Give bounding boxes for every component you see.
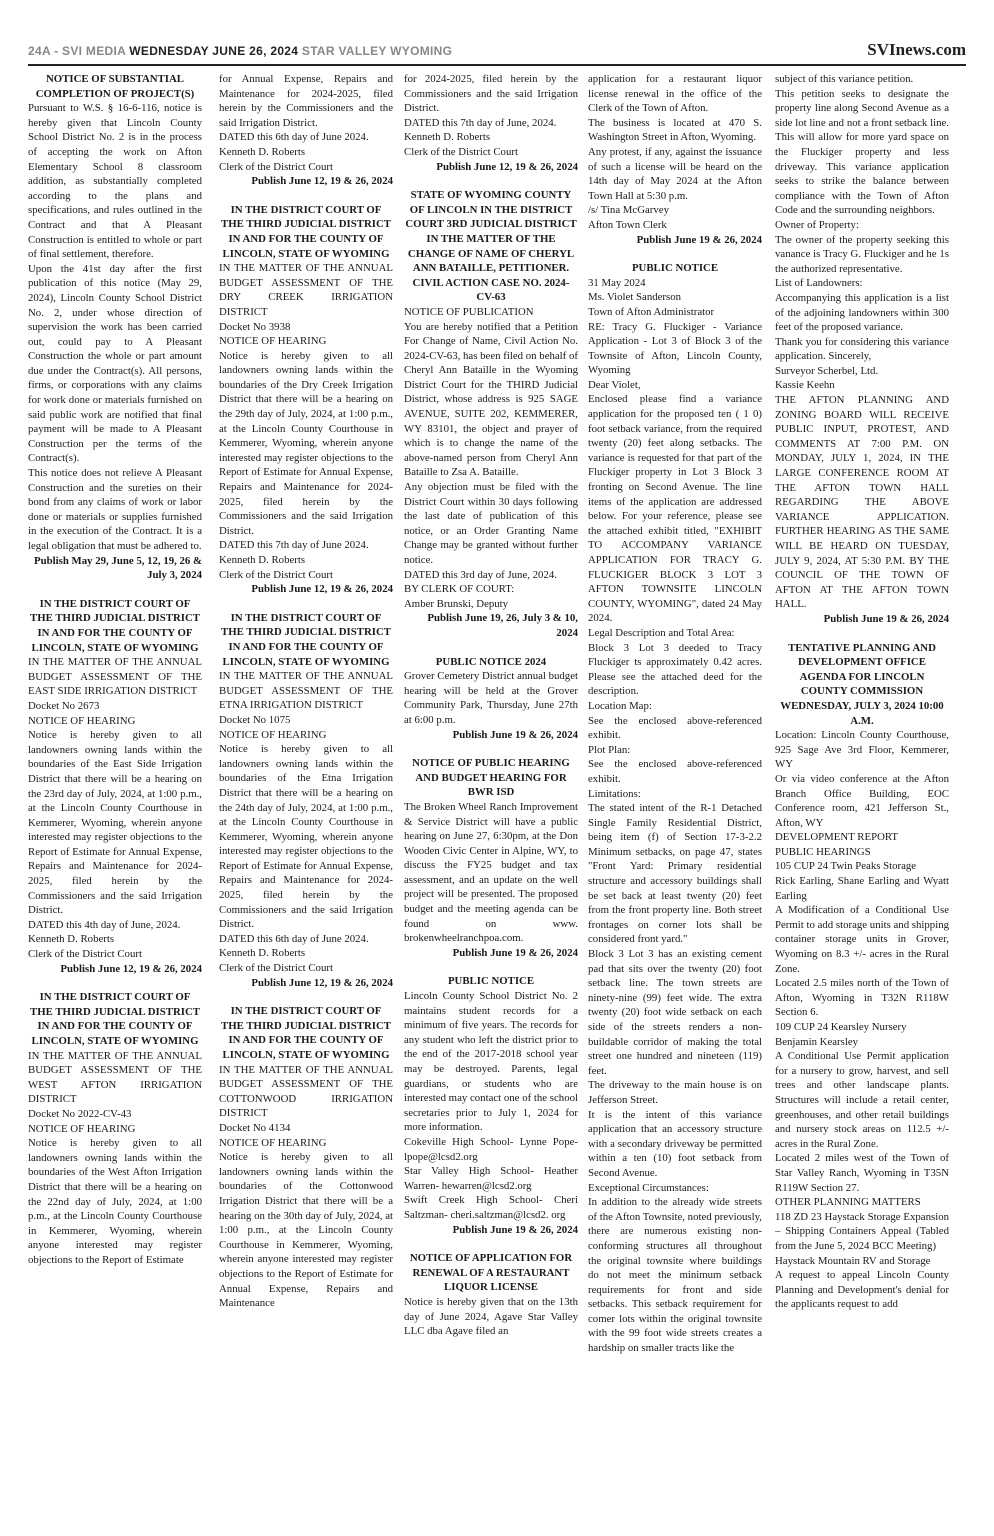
notice-paragraph: The business is located at 470 S. Washington Street in Afton, Wyoming. [588, 116, 762, 144]
notice-separator [404, 641, 578, 655]
notice-paragraph: It is the intent of this variance application that an accessory structure with a secondary driveway be permitted within a ten (10) foot setback from Second Avenue. [588, 1108, 762, 1179]
notice-paragraph: Location: Lincoln County Courthouse, 925 Sage Ave 3rd Floor, Kemmerer, WY [775, 729, 949, 771]
folio-prefix: 24A - SVI MEDIA [28, 44, 130, 58]
page-header [28, 40, 966, 66]
notice-paragraph: Plot Plan: [588, 743, 631, 756]
notice-paragraph: Thank you for considering this variance application. Sincerely, [775, 335, 949, 363]
notice-paragraph: Clerk of the District Court [219, 160, 333, 173]
notice-separator [404, 174, 578, 188]
notice-paragraph: PUBLIC HEARINGS [775, 845, 871, 858]
publish-dates: Publish June 12, 19 & 26, 2024 [436, 160, 578, 173]
notice-paragraph: 31 May 2024 [588, 276, 646, 289]
column-5 [775, 72, 949, 1532]
publish-dates: Publish June 12, 19 & 26, 2024 [251, 976, 393, 989]
notice-paragraph: A Modification of a Conditional Use Permit to add storage units and shipping container storage units in Grover, Wyoming on 8.3 +/- acres in the Rural Zone. [775, 904, 949, 975]
notice-separator [219, 990, 393, 1004]
notice-paragraph: Town of Afton Administrator [588, 305, 715, 318]
publish-dates: Publish June 12, 19 & 26, 2024 [251, 175, 393, 188]
notice-paragraph: Block 3 Lot 3 deeded to Tracy Fluckiger ts approximately 0.42 acres. Please see the attached deed for the description. [588, 641, 762, 698]
notice-paragraph: Docket No 3938 [219, 320, 291, 333]
notice-paragraph: subject of this variance petition. [775, 73, 914, 85]
notice-separator [28, 976, 202, 990]
notice-title: TENTATIVE PLANNING AND DEVELOPMENT OFFICE AGENDA FOR LINCOLN COUNTY COMMISSION WEDNESDAY, JULY 3, 2024 10:00 A.M. [780, 641, 944, 727]
notice-paragraph: Kenneth D. Roberts [219, 554, 306, 566]
notice-paragraph: Clerk of the District Court [219, 962, 333, 975]
folio-suffix: STAR VALLEY WYOMING [298, 44, 453, 58]
notice-paragraph: The Broken Wheel Ranch Improvement & Service District will have a public hearing on June 27, 6:30pm, at the Don Wooden Civic Center in Alpine, WY, to discuss the FY25 budget and tax assessment, and an update on the well project will be presented. The proposed budget and the meeting agenda can be found on www. brokenwheelranchpoa.com. [404, 800, 578, 945]
notice-paragraph: Clerk of the District Court [28, 948, 142, 961]
notice-paragraph: Notice is hereby given that on the 13th day of June 2024, Agave Star Valley LLC dba Agave filed an [404, 1295, 578, 1338]
notice-paragraph: NOTICE OF PUBLICATION [404, 305, 534, 318]
notice-paragraph: BY CLERK OF COURT: [404, 583, 515, 596]
notice-paragraph: Any objection must be filed with the District Court within 30 days following the last date of publication of this notice, or an Order Granting Name Change may be granted without further notice. [404, 481, 578, 566]
notice-paragraph: Notice is hereby given to all landowners owning lands within the boundaries of the West Afton Irrigation District that there will be a hearing on the 22nd day of July, 2024, at 1:00 p.m., at the Lincoln County Courthouse in Kemmerer, Wyoming, wherein anyone interested may register objections to the Report of Estimate [28, 1137, 202, 1266]
legal-notices [28, 72, 966, 1532]
notice-paragraph: The stated intent of the R-1 Detached Single Family Residential District, being item (f) of Section 17-3-2.2 Minimum setbacks, on page 47, states "Front Yard: Primary residential structure and accessory buildings shall be set back at least twenty (20) feet from the front property line. Both street frontages on corner lots shall be considered front yard." [588, 802, 762, 946]
notice-title: IN THE DISTRICT COURT OF THE THIRD JUDICIAL DISTRICT IN AND FOR THE COUNTY OF LINCOLN, STATE OF WYOMING [30, 991, 200, 1047]
notice-paragraph: NOTICE OF HEARING [219, 728, 327, 741]
notice-paragraph: NOTICE OF HEARING [28, 714, 136, 727]
publish-dates: Publish June 12, 19 & 26, 2024 [60, 962, 202, 975]
notice-paragraph: Lincoln County School District No. 2 maintains student records for a minimum of five years. The records for any student who left the district prior to the end of the 2017-2018 school year may be destroyed. Parents, legal guardians, or students who are interested may contact one of the school secretaries prior to July 1, 2024 for more information. [404, 990, 578, 1134]
notice-paragraph: Location Map: [588, 699, 652, 712]
notice-paragraph: Kenneth D. Roberts [404, 131, 491, 144]
notice-paragraph: Docket No 1075 [219, 713, 291, 726]
notice-separator [404, 742, 578, 756]
notice-paragraph: Amber Brunski, Deputy [404, 597, 509, 610]
notice-paragraph: IN THE MATTER OF THE ANNUAL BUDGET ASSESSMENT OF THE WEST AFTON IRRIGATION DISTRICT [28, 1049, 202, 1106]
notice-paragraph: Notice is hereby given to all landowners owning lands within the boundaries of the East Side Irrigation District that there will be a hearing on the 23rd day of July, 2024, at 1:00 p.m., at the Lincoln County Courthouse in Kemmerer, Wyoming, wherein anyone interested may register objections to the Report of Estimate for Annual Expense, Repairs and Maintenance for 2024-2025, filed herein by the Commissioners and the said Irrigation District. [28, 729, 202, 917]
notice-paragraph: Rick Earling, Shane Earling and Wyatt Earling [775, 875, 949, 902]
publish-dates: Publish May 29, June 5, 12, 19, 26 & July 3, 2024 [34, 554, 202, 582]
notice-paragraph: DATED this 3rd day of June, 2024. [404, 568, 557, 581]
notice-separator [219, 597, 393, 611]
notice-paragraph: Block 3 Lot 3 has an existing cement pad that sits over the twenty (20) foot setback line. The town streets are ninety-nine (99) feet wide. The extra twenty (20) foot wide setback on each side of the streets renders a non-buildable corridor of making the total street one hundred and nineteen (119) feet. [588, 948, 762, 1077]
notice-paragraph: You are hereby notified that a Petition For Change of Name, Civil Action No. 2024-CV-63, has been filed on behalf of Cheryl Ann Bataille in the Wyoming District Court for the THIRD Judicial District, whose address is 925 SAGE AVENUE, SUITE 202, KEMMERER, WY 83101, the object and prayer of which is to change the name of the above-named person from Cheryl Ann Bataille to Zsa A. Bataille. [404, 320, 578, 479]
notice-paragraph: Notice is hereby given to all landowners owning lands within the boundaries of the Dry Creek Irrigation District that there will be a hearing on the 29th day of July, 2024, at 1:00 p.m., at the Lincoln County Courthouse in Kemmerer, Wyoming, wherein anyone interested may register objections to the Report of Estimate for Annual Expense, Repairs and Maintenance for 2024-2025, filed herein by the Commissioners and the said Irrigation District. [219, 349, 393, 537]
notice-title: NOTICE OF APPLICATION FOR RENEWAL OF A RESTAURANT LIQUOR LICENSE [409, 1252, 573, 1294]
notice-paragraph: /s/ Tina McGarvey [588, 204, 669, 217]
notice-paragraph: NOTICE OF HEARING [28, 1122, 136, 1135]
notice-paragraph: Notice is hereby given to all landowners owning lands within the boundaries of the Etna Irrigation District that there will be a hearing on the 24th day of July, 2024, at 1:00 p.m., at the Lincoln County Courthouse in Kemmerer, Wyoming, wherein anyone interested may register objections to the Report of Estimate for Annual Expense, Repairs and Maintenance for 2024-2025, filed herein by the Commissioners and the said Irrigation District. [219, 743, 393, 931]
notice-paragraph: RE: Tracy G. Fluckiger - Variance Application - Lot 3 of Block 3 of the Townsite of Afton, Lincoln County, Wyoming [588, 320, 762, 377]
notice-paragraph: Docket No 2673 [28, 699, 100, 712]
notice-paragraph: This notice does not relieve A Pleasant Construction and the sureties on their bond from any claims of work or labor done or materials or supplies furnished in the execution of the Contract. It is a legal obligation that must be adhered to. [28, 467, 202, 552]
notice-paragraph: Docket No 4134 [219, 1121, 291, 1134]
notice-paragraph: See the enclosed above-referenced exhibit. [588, 714, 762, 742]
notice-paragraph: Afton Town Clerk [588, 218, 667, 231]
notice-paragraph: DEVELOPMENT REPORT [775, 831, 899, 844]
publish-dates: Publish June 19 & 26, 2024 [452, 946, 578, 959]
notice-paragraph: 109 CUP 24 Kearsley Nursery [775, 1021, 907, 1033]
notice-paragraph: Kenneth D. Roberts [219, 947, 306, 960]
notice-paragraph: for Annual Expense, Repairs and Maintenance for 2024-2025, filed herein by the Commissioners and the said Irrigation District. [219, 73, 393, 129]
notice-title: IN THE DISTRICT COURT OF THE THIRD JUDICIAL DISTRICT IN AND FOR THE COUNTY OF LINCOLN, STATE OF WYOMING [30, 597, 200, 654]
publish-dates: Publish June 12, 19 & 26, 2024 [251, 583, 393, 596]
notice-paragraph: List of Landowners: [775, 277, 863, 290]
notice-paragraph: Exceptional Circumstances: [588, 1181, 709, 1194]
notice-paragraph: This petition seeks to designate the property line along Second Avenue as a side lot line and not a front setback line. This will allow for more yard space on the Fluckiger property and less driveway. This variance application seeks to strike the balance between compliance with the Town of Afton Code and the surrounding neighbors. [775, 87, 949, 217]
column-3 [404, 72, 578, 1532]
notice-paragraph: Kenneth D. Roberts [219, 145, 306, 158]
notice-paragraph: Accompanying this application is a list of the adjoining landowners within 300 feet of the proposed variance. [775, 291, 949, 334]
notice-paragraph: Grover Cemetery District annual budget hearing will be held at the Grover Community Park, Thursday, June 27th at 6:00 p.m. [404, 670, 578, 726]
notice-title: IN THE DISTRICT COURT OF THE THIRD JUDICIAL DISTRICT IN AND FOR THE COUNTY OF LINCOLN, STATE OF WYOMING [221, 1005, 391, 1061]
column-1 [28, 72, 202, 1532]
notice-paragraph: Kassie Keehn [775, 379, 835, 392]
publish-dates: Publish June 19 & 26, 2024 [452, 1223, 578, 1236]
notice-paragraph: IN THE MATTER OF THE ANNUAL BUDGET ASSESSMENT OF THE DRY CREEK IRRIGATION DISTRICT [219, 262, 393, 318]
notice-paragraph: Owner of Property: [775, 218, 859, 231]
notice-separator [775, 627, 949, 641]
notice-title: IN THE DISTRICT COURT OF THE THIRD JUDICIAL DISTRICT IN AND FOR THE COUNTY OF LINCOLN, STATE OF WYOMING [221, 611, 391, 668]
notice-paragraph: Kenneth D. Roberts [28, 933, 115, 946]
notice-paragraph: Or via video conference at the Afton Branch Office Building, EOC Conference room, 421 Jefferson St., Afton, WY [775, 772, 949, 829]
notice-paragraph: 118 ZD 23 Haystack Storage Expansion – Shipping Containers Appeal (Tabled from the June 5, 2024 BCC Meeting) [775, 1210, 949, 1252]
folio-line [28, 44, 452, 58]
notice-paragraph: OTHER PLANNING MATTERS [775, 1196, 921, 1209]
notice-paragraph: for 2024-2025, filed herein by the Commissioners and the said Irrigation District. [404, 73, 578, 115]
notice-paragraph: Upon the 41st day after the first publication of this notice (May 29, 2024), Lincoln County School District No. 2, under whose direction of supervision the work has been carried out, could pay to A Pleasant Construction the whole or part amount due under the Contract(s). All persons, firms, or corporations with any claims for work done or materials furnished on said public work are notified that final payment will be made to A Pleasant Construction per the terms of the Contract(s). [28, 262, 202, 465]
notice-paragraph: DATED this 7th day of June 2024. [219, 539, 369, 552]
notice-paragraph: The owner of the property seeking this vanance is Tracy G. Fluckiger and he 1s the authorized representative. [775, 233, 949, 275]
notice-paragraph: The driveway to the main house is on Jefferson Street. [588, 1079, 762, 1106]
notice-paragraph: Benjamin Kearsley [775, 1035, 859, 1048]
notice-separator [219, 189, 393, 203]
notice-paragraph: Notice is hereby given to all landowners owning lands within the boundaries of the Cottonwood Irrigation District that there will be a hearing on the 30th day of July, 2024, at 1:00 p.m., at the Lincoln County Courthouse in Kemmerer, Wyoming, wherein anyone interested may register objections to the Report of Estimate for Annual Expense, Repairs and Maintenance [219, 1151, 393, 1310]
notice-paragraph: Dear Violet, [588, 378, 641, 391]
notice-separator [588, 247, 762, 261]
notice-separator [28, 583, 202, 597]
notice-paragraph: In addition to the already wide streets of the Afton Townsite, noted previously, there are numerous existing non-conforming structures all throughout the original townsite where buildings do not meet the minimum setback requirements for front and side setbacks. This setback requirement for comer lots within the original townsite with the 99 foot wide streets creates a hardship on smaller tracts like the [588, 1196, 762, 1355]
notice-paragraph: Enclosed please find a variance application for the proposed ten ( 1 0) foot setback variance, from the required twenty (20) feet along setbacks. The variance is requested for that part of the Fluckiger property in Lot 3 Block 3 fronting on Second Avenue. The line items of the application are addressed below. For your reference, please see the attached exhibit titled, "EXHIBIT TO ACCOMPANY VARIANCE APPLICATION FOR TRACY G. FLUCKIGER BLOCK 3 LOT 3 AFTON TOWNSITE LINCOLN COUNTY, WYOMING", dated 24 May 2024. [588, 393, 762, 625]
publish-dates: Publish June 19 & 26, 2024 [452, 728, 578, 741]
notice-paragraph: application for a restaurant liquor license renewal in the office of the Clerk of the Town of Afton. [588, 73, 762, 115]
notice-paragraph: A request to appeal Lincoln County Planning and Development's denial for the applicants request to add [775, 1269, 949, 1311]
publish-dates: Publish June 19, 26, July 3 & 10, 2024 [427, 612, 578, 639]
notice-paragraph: IN THE MATTER OF THE ANNUAL BUDGET ASSESSMENT OF THE EAST SIDE IRRIGATION DISTRICT [28, 656, 202, 698]
notice-paragraph: Ms. Violet Sanderson [588, 291, 682, 304]
notice-paragraph: DATED this 7th day of June, 2024. [404, 116, 557, 129]
notice-paragraph: IN THE MATTER OF THE ANNUAL BUDGET ASSESSMENT OF THE ETNA IRRIGATION DISTRICT [219, 670, 393, 712]
notice-title: STATE OF WYOMING COUNTY OF LINCOLN IN THE DISTRICT COURT 3RD JUDICIAL DISTRICT IN THE MATTER OF THE CHANGE OF NAME OF CHERYL ANN BATAILLE, PETITIONER. CIVIL ACTION CASE NO. 2024-CV-63 [405, 189, 577, 304]
notice-paragraph: Surveyor Scherbel, Ltd. [775, 364, 879, 377]
notice-paragraph: NOTICE OF HEARING [219, 335, 327, 348]
notice-paragraph: See the enclosed above-referenced exhibit. [588, 758, 762, 785]
notice-paragraph: Swift Creek High School- Cheri Saltzman- cheri.saltzman@lcsd2. org [404, 1194, 578, 1221]
notice-paragraph: Docket No 2022-CV-43 [28, 1107, 132, 1120]
folio-date: WEDNESDAY JUNE 26, 2024 [129, 44, 299, 58]
notice-paragraph: DATED this 6th day of June 2024. [219, 932, 369, 945]
notice-paragraph: Any protest, if any, against the issuance of such a license will be heard on the 14th day of May 2024 at the Afton Town Hall at 5:30 p.m. [588, 145, 762, 202]
notice-separator [404, 960, 578, 974]
notice-paragraph: DATED this 4th day of June, 2024. [28, 918, 181, 931]
notice-paragraph: IN THE MATTER OF THE ANNUAL BUDGET ASSESSMENT OF THE COTTONWOOD IRRIGATION DISTRICT [219, 1063, 393, 1120]
notice-title: PUBLIC NOTICE [447, 975, 535, 988]
column-4 [588, 72, 762, 1532]
notice-title: PUBLIC NOTICE 2024 [435, 655, 547, 668]
notice-title: IN THE DISTRICT COURT OF THE THIRD JUDICIAL DISTRICT IN AND FOR THE COUNTY OF LINCOLN, STATE OF WYOMING [221, 203, 391, 260]
site-url[interactable]: SVInews.com [867, 40, 966, 59]
notice-paragraph: DATED this 6th day of June 2024. [219, 131, 369, 144]
publish-dates: Publish June 19 & 26, 2024 [636, 233, 762, 246]
notice-paragraph: 105 CUP 24 Twin Peaks Storage [775, 860, 917, 873]
notice-paragraph: Located 2.5 miles north of the Town of Afton, Wyoming in T32N R118W Section 6. [775, 977, 949, 1019]
notice-title: NOTICE OF SUBSTANTIAL COMPLETION OF PROJECT(S) [35, 73, 195, 100]
notice-paragraph: A Conditional Use Permit application for a nursery to grow, harvest, and sell trees and other landscape plants. Structures will include a retail center, greenhouses, and other retail buildings and nursery stock areas on 112.5 +/- acres in the Rural Zone. [775, 1050, 949, 1150]
notice-title: PUBLIC NOTICE [631, 262, 719, 275]
column-2 [219, 72, 393, 1532]
notice-title: NOTICE OF PUBLIC HEARING AND BUDGET HEARING FOR BWR ISD [412, 757, 570, 799]
notice-paragraph: Cokeville High School- Lynne Pope- lpope@lcsd2.org [404, 1135, 578, 1163]
notice-paragraph: THE AFTON PLANNING AND ZONING BOARD WILL RECEIVE PUBLIC INPUT, PROTEST, AND COMMENTS AT 7:00 P.M. ON MONDAY, JULY 1, 2024, IN THE LARGE CONFERENCE ROOM AT THE AFTON TOWN HALL REGARDING THE ABOVE VARIANCE APPLICATION. FURTHER HEARING AS THE SAME WILL BE HEARD ON TUESDAY, JULY 9, 2024, AT 5:30 P.M. BY THE COUNCIL OF THE TOWN OF AFTON AT THE AFTON TOWN HALL. [775, 394, 949, 611]
publish-dates: Publish June 19 & 26, 2024 [823, 612, 949, 625]
notice-paragraph: Pursuant to W.S. § 16-6-116, notice is hereby given that Lincoln County School District No. 2 is in the process of accepting the work on Afton Elementary School 8 classroom addition, as substantially completed according to the plans and specifications, and rules outlined in the Contract and that A Pleasant Construction is entitled to whole or part of final settlement, therefore. [28, 102, 202, 261]
notice-paragraph: Legal Description and Total Area: [588, 626, 735, 639]
notice-paragraph: Haystack Mountain RV and Storage [775, 1254, 931, 1267]
notice-separator [404, 1237, 578, 1251]
notice-paragraph: NOTICE OF HEARING [219, 1136, 327, 1149]
notice-paragraph: Located 2 miles west of the Town of Star Valley Ranch, Wyoming in T35N R119W Section 27. [775, 1152, 949, 1194]
notice-paragraph: Clerk of the District Court [404, 145, 518, 158]
notice-paragraph: Clerk of the District Court [219, 568, 333, 581]
notice-paragraph: Star Valley High School- Heather Warren- hewarren@lcsd2.org [404, 1165, 578, 1192]
notice-paragraph: Limitations: [588, 787, 641, 800]
